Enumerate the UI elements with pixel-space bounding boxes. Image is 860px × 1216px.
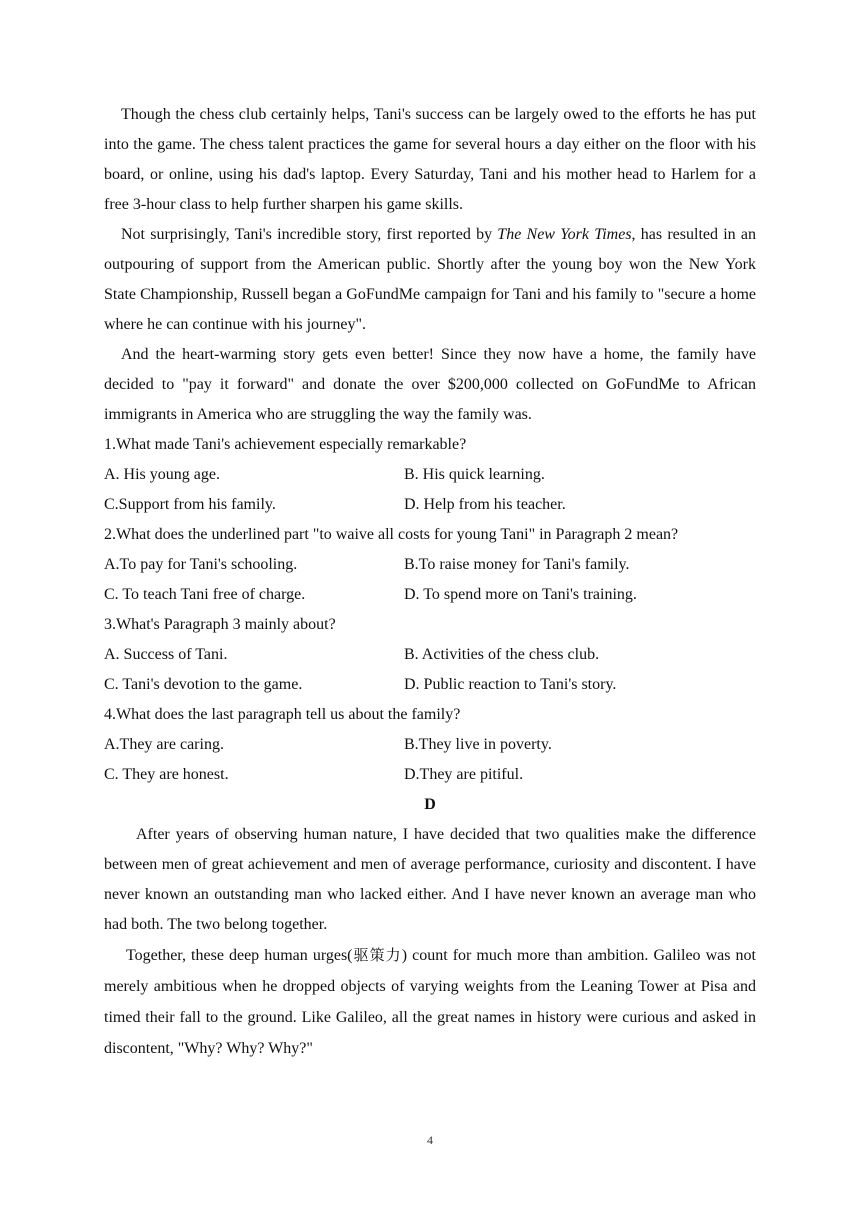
question-3-options [104,640,756,700]
section-heading-d: D [424,796,436,813]
question-3-option-b: B. Activities of the chess club. [404,646,600,663]
question-3-option-c: C. Tani's devotion to the game. [104,676,303,693]
question-1-option-d: D. Help from his teacher. [404,496,566,513]
paragraph-d-2-text-cont: ) count for much more than ambition. Galileo was not merely ambitious when he dropped objects of varying weights from the Leaning Tower at Pisa and timed their fall to the ground. Like Galileo, all the great names in history were curious and asked in discontent, "Why? Why? Why?" [104,947,756,1057]
question-1-option-a: A. His young age. [104,466,220,483]
question-3-stem: 3.What's Paragraph 3 mainly about? [104,616,336,633]
question-1-options [104,460,756,520]
question-3-option-d: D. Public reaction to Tani's story. [404,676,617,693]
question-2-option-c: C. To teach Tani free of charge. [104,586,306,603]
question-4-stem: 4.What does the last paragraph tell us about the family? [104,706,461,723]
paragraph-d-2 [104,940,756,1064]
document-page [104,100,756,1064]
paragraph-c-3: And the heart-warming story gets even better! Since they now have a home, the family have decided to "pay it forward" and donate the over $200,000 collected on GoFundMe to African immigrants in America who are struggling the way the family was. [104,346,756,423]
question-1-option-b: B. His quick learning. [404,466,545,483]
paragraph-d-1: After years of observing human nature, I have decided that two qualities make the difference between men of great achievement and men of average performance, curiosity and discontent. I have never known an outstanding man who lacked either. And I have never known an average man who had both. The two belong together. [104,826,756,933]
question-4-option-a: A.They are caring. [104,736,224,753]
question-4-option-b: B.They live in poverty. [404,736,552,753]
paragraph-c-2-text: Not surprisingly, Tani's incredible story, first reported by [121,226,498,243]
question-4-option-d: D.They are pitiful. [404,766,524,783]
question-3-option-a: A. Success of Tani. [104,646,228,663]
paragraph-c-2-text-cont: , has resulted in an outpouring of support from the American public. Shortly after the young boy won the New York State Championship, Russell began a GoFundMe campaign for Tani and his family to "secure a home where he can continue with his journey". [104,226,756,333]
chinese-gloss: 驱策力 [352,946,402,964]
question-2-option-d: D. To spend more on Tani's training. [404,586,637,603]
question-1-stem: 1.What made Tani's achievement especially remarkable? [104,436,467,453]
question-2-option-a: A.To pay for Tani's schooling. [104,556,298,573]
question-1-option-c: C.Support from his family. [104,496,276,513]
question-2-option-b: B.To raise money for Tani's family. [404,556,630,573]
paragraph-c-2 [104,220,756,340]
page-number: 4 [427,1133,433,1147]
question-4-option-c: C. They are honest. [104,766,229,783]
paragraph-d-2-text: Together, these deep human urges( [126,947,353,964]
question-2-options [104,550,756,610]
paragraph-c-1: Though the chess club certainly helps, Tani's success can be largely owed to the efforts he has put into the game. The chess talent practices the game for several hours a day either on the floor with his board, or online, using his dad's laptop. Every Saturday, Tani and his mother head to Harlem for a free 3-hour class to help further sharpen his game skills. [104,106,756,213]
newspaper-title: The New York Times [497,226,632,243]
question-2-stem: 2.What does the underlined part "to waive all costs for young Tani" in Paragraph 2 mean? [104,526,679,543]
question-4-options [104,730,756,790]
